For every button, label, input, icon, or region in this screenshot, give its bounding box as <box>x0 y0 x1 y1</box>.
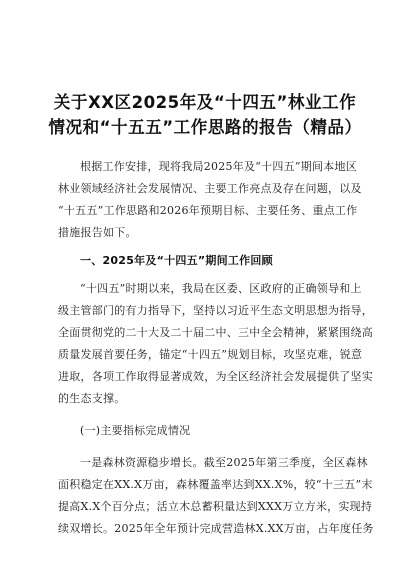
section-paragraph-line: 的生态支撑。 <box>58 392 126 405</box>
intro-line: 根据工作安排，现将我局2025年及“十四五”期间本地区 <box>80 160 357 173</box>
section-heading: 一、2025年及“十四五”期间工作回顾 <box>80 254 273 267</box>
subsection-heading: (一)主要指标完成情况 <box>80 424 191 437</box>
section-paragraph-line: 级主管部门的有力指导下，坚持以习近平生态文明思想为指导， <box>58 304 373 317</box>
subsection-paragraph-line: 续双增长。2025年全年预计完成营造林X.XX万亩，占年度任务 <box>58 522 374 535</box>
subsection-paragraph-line: 面积稳定在XX.X万亩，森林覆盖率达到XX.X%，较“十三五”末 <box>58 478 373 491</box>
subsection-paragraph-line: 提高X.X个百分点；活立木总蓄积量达到XXX万立方米，实现持 <box>58 500 373 513</box>
intro-line: 林业领域经济社会发展情况、主要工作亮点及存在问题，以及 <box>58 182 362 195</box>
document-title-line-2: 情况和“十五五”工作思路的报告（精品） <box>48 118 362 138</box>
subsection-paragraph-line: 一是森林资源稳步增长。截至2025年第三季度，全区森林 <box>80 456 368 469</box>
section-paragraph-line: 全面贯彻党的二十大及二十届二中、三中全会精神，紧紧围绕高 <box>58 326 373 339</box>
intro-line: 措施报告如下。 <box>58 226 137 239</box>
intro-line: “十五五”工作思路和2026年预期目标、主要任务、重点工作 <box>58 204 358 217</box>
section-paragraph-line: 进取，各项工作取得显著成效，为全区经济社会发展提供了坚实 <box>58 370 373 383</box>
document-title-line-1: 关于XX区2025年及“十四五”林业工作 <box>53 93 357 113</box>
section-paragraph-line: 质量发展首要任务，锚定“十四五”规划目标，攻坚克难，锐意 <box>58 348 363 361</box>
section-paragraph-line: “十四五”时期以来，我局在区委、区政府的正确领导和上 <box>80 282 362 295</box>
